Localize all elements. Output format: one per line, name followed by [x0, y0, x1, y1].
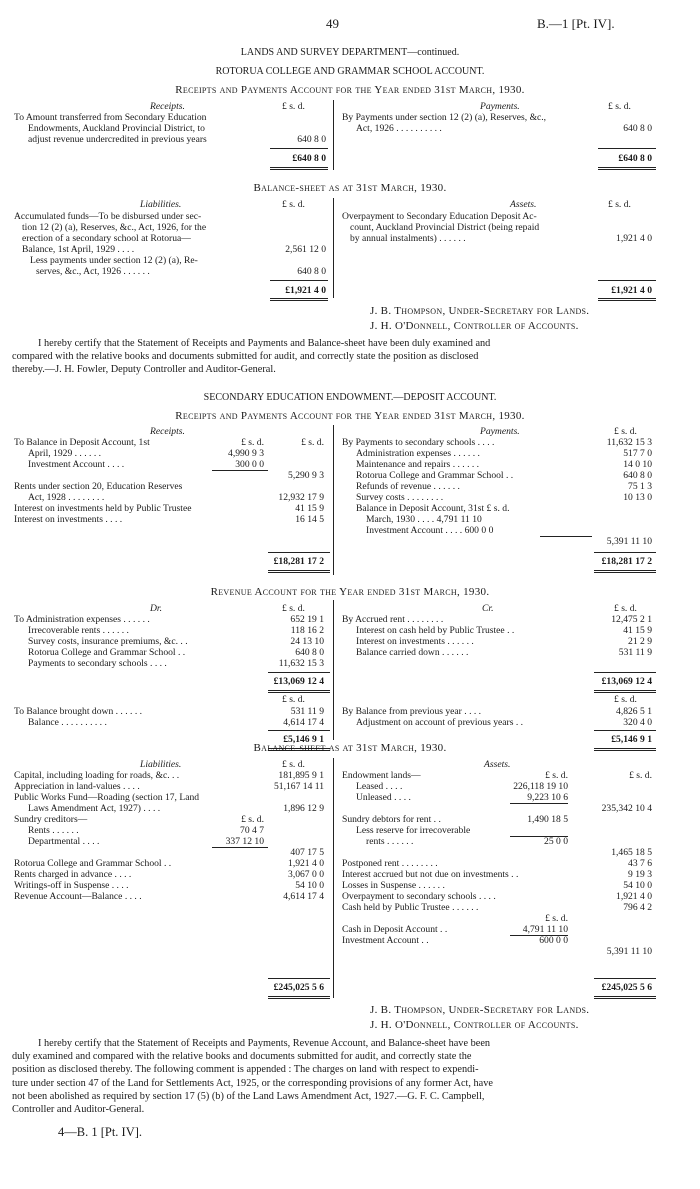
- debit-heading: Dr.: [150, 603, 162, 614]
- column-divider: [333, 425, 334, 575]
- asset-subamount: 25 0 0: [544, 836, 568, 847]
- payments-heading: Payments.: [480, 426, 520, 437]
- lsd-heading: £ s. d.: [282, 199, 305, 210]
- liability-subamount: 70 4 7: [240, 825, 264, 836]
- signature-controller: J. H. O'Donnell, Controller of Accounts.: [370, 320, 579, 332]
- revenue-debit-line: Balance . . . . . . . . . .: [28, 717, 107, 728]
- assets-total: £245,025 5 6: [601, 982, 652, 993]
- liability-amount: 2,561 12 0: [285, 244, 326, 255]
- liability-line: Revenue Account—Balance . . . .: [14, 891, 142, 902]
- rule: [594, 996, 656, 999]
- payment-amount: 10 13 0: [623, 492, 652, 503]
- cert-line: thereby.—J. H. Fowler, Deputy Controller and Auditor-General.: [12, 364, 276, 376]
- rule: [268, 730, 330, 731]
- payments-total: £18,281 17 2: [601, 556, 652, 567]
- asset-amount: 796 4 2: [623, 902, 652, 913]
- payment-line: March, 1930 . . . . 4,791 11 10: [366, 514, 482, 525]
- revenue-credit-line: By Accrued rent . . . . . . . .: [342, 614, 444, 625]
- lsd-heading: £ s. d.: [282, 603, 305, 614]
- rule: [268, 690, 330, 693]
- payment-line: By Payments under section 12 (2) (a), Reserves, &c.,: [342, 112, 547, 123]
- payment-amount: 517 7 0: [623, 448, 652, 459]
- payment-total: £640 8 0: [618, 153, 652, 164]
- receipt-amount: 12,932 17 9: [278, 492, 324, 503]
- asset-line: Interest accrued but not due on investments . .: [342, 869, 519, 880]
- signature-under-secretary: J. B. Thompson, Under-Secretary for Lands.: [370, 1004, 590, 1016]
- section2-balance-title: Balance-sheet as at 31st March, 1930.: [253, 742, 447, 754]
- liability-amount: 1,921 4 0: [288, 858, 324, 869]
- asset-subamount: 1,490 18 5: [527, 814, 568, 825]
- asset-line: Sundry debtors for rent . .: [342, 814, 441, 825]
- receipt-amount: 5,290 9 3: [288, 470, 324, 481]
- asset-amount: 9 19 3: [628, 869, 652, 880]
- rule: [268, 570, 330, 573]
- liability-amount: 407 17 5: [290, 847, 324, 858]
- revenue-debit-total: £5,146 9 1: [283, 734, 324, 745]
- rule: [212, 470, 268, 471]
- liabilities-heading: Liabilities.: [140, 199, 182, 210]
- signature-under-secretary: J. B. Thompson, Under-Secretary for Lands.: [370, 305, 590, 317]
- section1-title: ROTORUA COLLEGE AND GRAMMAR SCHOOL ACCOUNT.: [215, 66, 485, 77]
- cert-line: duly examined and compared with the relative books and documents submitted for audit, and correctly state the: [12, 1051, 472, 1063]
- asset-line: Losses in Suspense . . . . . .: [342, 880, 445, 891]
- revenue-credit-amount: 4,826 5 1: [616, 706, 652, 717]
- revenue-account-title: Revenue Account for the Year ended 31st March, 1930.: [210, 586, 490, 598]
- rule: [270, 280, 328, 281]
- receipt-amount: 640 8 0: [297, 134, 326, 145]
- revenue-credit-total: £13,069 12 4: [601, 676, 652, 687]
- asset-amount: 1,921 4 0: [616, 891, 652, 902]
- revenue-debit-amount: 652 19 1: [290, 614, 324, 625]
- liability-amount: 3,067 0 0: [288, 869, 324, 880]
- receipts-total: £18,281 17 2: [273, 556, 324, 567]
- liability-line: Accumulated funds—To be disbursed under sec-: [14, 211, 202, 222]
- payment-line: By Payments to secondary schools . . . .: [342, 437, 495, 448]
- credit-heading: Cr.: [482, 603, 494, 614]
- receipt-subamount: 300 0 0: [235, 459, 264, 470]
- rule: [594, 672, 656, 673]
- column-divider: [333, 198, 334, 298]
- lsd-heading: £ s. d.: [614, 694, 637, 705]
- liability-line: Rents charged in advance . . . .: [14, 869, 132, 880]
- asset-subamount: 4,791 11 10: [522, 924, 568, 935]
- asset-amount: 1,465 18 5: [611, 847, 652, 858]
- liability-line: Balance, 1st April, 1929 . . . .: [22, 244, 135, 255]
- receipt-line: April, 1929 . . . . . .: [28, 448, 102, 459]
- column-divider: [333, 758, 334, 998]
- section1-rp-title: Receipts and Payments Account for the Year ended 31st March, 1930.: [175, 84, 525, 96]
- asset-amount: 235,342 10 4: [601, 803, 652, 814]
- rule: [270, 167, 328, 170]
- section1-certificate: [12, 337, 688, 377]
- revenue-debit-line: Irrecoverable rents . . . . . .: [28, 625, 129, 636]
- asset-total: £1,921 4 0: [611, 285, 652, 296]
- rule: [598, 148, 656, 149]
- payment-line: Act, 1926 . . . . . . . . . .: [356, 123, 442, 134]
- asset-line: Cash in Deposit Account . .: [342, 924, 448, 935]
- receipt-line: To Amount transferred from Secondary Education: [14, 112, 207, 123]
- asset-line: count, Auckland Provincial District (being repaid: [350, 222, 540, 233]
- asset-subamount: 226,118 19 10: [513, 781, 568, 792]
- asset-subamount: 9,223 10 6: [527, 792, 568, 803]
- rule: [510, 803, 568, 804]
- payment-line: Rotorua College and Grammar School . .: [356, 470, 514, 481]
- asset-subamount: 600 0 0: [539, 935, 568, 946]
- assets-heading: Assets.: [484, 759, 511, 770]
- rule: [598, 280, 656, 281]
- receipt-subamount: 4,990 9 3: [228, 448, 264, 459]
- lsd-heading: £ s. d.: [608, 199, 631, 210]
- document-reference: B.—1 [Pt. IV].: [537, 16, 615, 31]
- revenue-credit-line: By Balance from previous year . . . .: [342, 706, 482, 717]
- cert-line: position as disclosed thereby. The following comment is appended : The charges on land with respect to expendi-: [12, 1064, 479, 1076]
- asset-amount: 54 10 0: [623, 880, 652, 891]
- revenue-credit-line: Interest on cash held by Public Trustee . .: [356, 625, 515, 636]
- revenue-credit-amount: 21 2 9: [628, 636, 652, 647]
- asset-subamount: £ s. d.: [545, 770, 568, 781]
- payment-amount: 11,632 15 3: [606, 437, 652, 448]
- section2-rp-title: Receipts and Payments Account for the Year ended 31st March, 1930.: [175, 410, 525, 422]
- receipt-line: Rents under section 20, Education Reserves: [14, 481, 183, 492]
- rule: [510, 935, 568, 936]
- liability-amount: 640 8 0: [297, 266, 326, 277]
- receipt-total: £640 8 0: [292, 153, 326, 164]
- liability-line: Laws Amendment Act, 1927) . . . .: [28, 803, 161, 814]
- revenue-debit-amount: 11,632 15 3: [278, 658, 324, 669]
- page-number: 49: [326, 16, 339, 31]
- payments-heading: Payments.: [480, 101, 520, 112]
- liability-amount: 51,167 14 11: [273, 781, 324, 792]
- receipt-line: Interest on investments . . . .: [14, 514, 123, 525]
- liability-total: £1,921 4 0: [285, 285, 326, 296]
- liability-line: Appreciation in land-values . . . .: [14, 781, 140, 792]
- receipt-line: Endowments, Auckland Provincial District, to: [28, 123, 205, 134]
- revenue-debit-line: Rotorua College and Grammar School . .: [28, 647, 186, 658]
- asset-line: rents . . . . . .: [366, 836, 414, 847]
- revenue-debit-amount: 640 8 0: [295, 647, 324, 658]
- rule: [594, 730, 656, 731]
- receipt-amount: £ s. d.: [301, 437, 324, 448]
- lsd-heading: £ s. d.: [614, 603, 637, 614]
- section1-balance-title: Balance-sheet as at 31st March, 1930.: [253, 182, 447, 194]
- liability-line: Departmental . . . .: [28, 836, 100, 847]
- payment-line: Administration expenses . . . . . .: [356, 448, 480, 459]
- payment-amount: 14 0 10: [623, 459, 652, 470]
- liability-amount: 4,614 17 4: [283, 891, 324, 902]
- lsd-heading: £ s. d.: [614, 426, 637, 437]
- rule: [268, 672, 330, 673]
- rule: [598, 298, 656, 301]
- revenue-debit-line: To Administration expenses . . . . . .: [14, 614, 150, 625]
- signature-controller: J. H. O'Donnell, Controller of Accounts.: [370, 1019, 579, 1031]
- lsd-heading: £ s. d.: [282, 101, 305, 112]
- asset-amount: 5,391 11 10: [606, 946, 652, 957]
- column-divider: [333, 100, 334, 170]
- revenue-credit-amount: 41 15 9: [623, 625, 652, 636]
- asset-amount: £ s. d.: [629, 770, 652, 781]
- liability-line: erection of a secondary school at Rotorua—: [22, 233, 191, 244]
- payment-amount: 640 8 0: [623, 123, 652, 134]
- rule: [270, 148, 328, 149]
- asset-line: Endowment lands—: [342, 770, 421, 781]
- receipt-amount: 41 15 9: [295, 503, 324, 514]
- rule: [540, 536, 592, 537]
- receipt-line: Act, 1928 . . . . . . . .: [28, 492, 105, 503]
- rule: [268, 552, 330, 553]
- rule: [594, 570, 656, 573]
- liabilities-total: £245,025 5 6: [273, 982, 324, 993]
- revenue-debit-line: Survey costs, insurance premiums, &c. . .: [28, 636, 188, 647]
- cert-line: compared with the relative books and documents submitted for audit, and correctly state the position as disclosed: [12, 351, 479, 363]
- asset-line: Leased . . . .: [356, 781, 403, 792]
- payment-line: Maintenance and repairs . . . . . .: [356, 459, 480, 470]
- revenue-debit-line: To Balance brought down . . . . . .: [14, 706, 143, 717]
- payment-line: Survey costs . . . . . . . .: [356, 492, 444, 503]
- receipt-line: Interest on investments held by Public Trustee: [14, 503, 192, 514]
- liability-amount: 181,895 9 1: [278, 770, 324, 781]
- revenue-credit-line: Interest on investments . . . . . .: [356, 636, 474, 647]
- asset-amount: 43 7 6: [628, 858, 652, 869]
- receipt-line: Investment Account . . . .: [28, 459, 125, 470]
- revenue-debit-amount: 4,614 17 4: [283, 717, 324, 728]
- liability-line: serves, &c., Act, 1926 . . . . . .: [36, 266, 150, 277]
- receipt-subamount: £ s. d.: [241, 437, 264, 448]
- lsd-heading: £ s. d.: [608, 101, 631, 112]
- liability-subamount: £ s. d.: [241, 814, 264, 825]
- rule: [268, 978, 330, 979]
- asset-line: Cash held by Public Trustee . . . . . .: [342, 902, 479, 913]
- liability-line: Less payments under section 12 (2) (a), Re-: [30, 255, 198, 266]
- asset-line: by annual instalments) . . . . . .: [350, 233, 466, 244]
- department-title: LANDS AND SURVEY DEPARTMENT—continued.: [240, 47, 460, 58]
- revenue-credit-amount: 531 11 9: [618, 647, 652, 658]
- liability-line: tion 12 (2) (a), Reserves, &c., Act, 1926, for the: [22, 222, 207, 233]
- revenue-credit-total: £5,146 9 1: [611, 734, 652, 745]
- rule: [268, 996, 330, 999]
- liability-line: Public Works Fund—Roading (section 17, Land: [14, 792, 200, 803]
- payment-amount: 5,391 11 10: [606, 536, 652, 547]
- assets-heading: Assets.: [510, 199, 537, 210]
- asset-line: Investment Account . .: [342, 935, 429, 946]
- rule: [598, 167, 656, 170]
- asset-line: Postponed rent . . . . . . . .: [342, 858, 438, 869]
- revenue-credit-amount: 320 4 0: [623, 717, 652, 728]
- revenue-debit-amount: 531 11 9: [290, 706, 324, 717]
- receipts-heading: Receipts.: [150, 101, 185, 112]
- liability-line: Sundry creditors—: [14, 814, 88, 825]
- section2-certificate: [12, 1037, 688, 1116]
- lsd-heading: £ s. d.: [282, 694, 305, 705]
- asset-amount: 1,921 4 0: [616, 233, 652, 244]
- rule: [594, 552, 656, 553]
- liability-line: Rents . . . . . .: [28, 825, 79, 836]
- liability-line: Rotorua College and Grammar School . .: [14, 858, 172, 869]
- lsd-heading: £ s. d.: [282, 759, 305, 770]
- rule: [594, 690, 656, 693]
- footer-reference: 4—B. 1 [Pt. IV].: [58, 1125, 143, 1139]
- rule: [270, 298, 328, 301]
- rule: [212, 847, 268, 848]
- rule: [594, 978, 656, 979]
- receipt-line: To Balance in Deposit Account, 1st: [14, 437, 150, 448]
- rule: [510, 836, 568, 837]
- cert-line: ture under section 47 of the Land for Settlements Act, 1925, or the corresponding provisions of any former Act, have: [12, 1077, 493, 1089]
- receipts-heading: Receipts.: [150, 426, 185, 437]
- column-divider: [333, 600, 334, 740]
- revenue-debit-line: Payments to secondary schools . . . .: [28, 658, 167, 669]
- revenue-debit-amount: 24 13 10: [290, 636, 324, 647]
- asset-subamount: £ s. d.: [545, 913, 568, 924]
- liability-amount: 54 10 0: [295, 880, 324, 891]
- revenue-credit-line: Balance carried down . . . . . .: [356, 647, 469, 658]
- liability-amount: 1,896 12 9: [283, 803, 324, 814]
- receipt-line: adjust revenue undercredited in previous years: [28, 134, 207, 145]
- payment-line: Balance in Deposit Account, 31st £ s. d.: [356, 503, 510, 514]
- liabilities-heading: Liabilities.: [140, 759, 182, 770]
- asset-line: Unleased . . . .: [356, 792, 411, 803]
- revenue-debit-amount: 118 16 2: [290, 625, 324, 636]
- payment-amount: 640 8 0: [623, 470, 652, 481]
- cert-line: I hereby certify that the Statement of Receipts and Payments, Revenue Account, and Balance-sheet have been: [38, 1038, 491, 1049]
- revenue-credit-amount: 12,475 2 1: [611, 614, 652, 625]
- payment-amount: 75 1 3: [628, 481, 652, 492]
- cert-line: Controller and Auditor-General.: [12, 1104, 145, 1116]
- payment-line: Investment Account . . . . 600 0 0: [366, 525, 494, 536]
- receipt-amount: 16 14 5: [295, 514, 324, 525]
- cert-line: I hereby certify that the Statement of Receipts and Payments and Balance-sheet have been duly examined and: [38, 338, 491, 349]
- liability-subamount: 337 12 10: [225, 836, 264, 847]
- revenue-credit-line: Adjustment on account of previous years . .: [356, 717, 524, 728]
- section2-title: SECONDARY EDUCATION ENDOWMENT.—DEPOSIT ACCOUNT.: [203, 392, 497, 403]
- payment-line: Refunds of revenue . . . . . .: [356, 481, 460, 492]
- revenue-debit-total: £13,069 12 4: [273, 676, 324, 687]
- asset-line: Overpayment to Secondary Education Deposit Ac-: [342, 211, 537, 222]
- asset-line: Overpayment to secondary schools . . . .: [342, 891, 496, 902]
- cert-line: not been abolished as required by section 17 (5) (b) of the Land Laws Amendment Act, 1927.—G. F. C. Campbell,: [12, 1090, 485, 1102]
- asset-line: Less reserve for irrecoverable: [356, 825, 471, 836]
- liability-line: Writings-off in Suspense . . . .: [14, 880, 129, 891]
- liability-line: Capital, including loading for roads, &c. . .: [14, 770, 180, 781]
